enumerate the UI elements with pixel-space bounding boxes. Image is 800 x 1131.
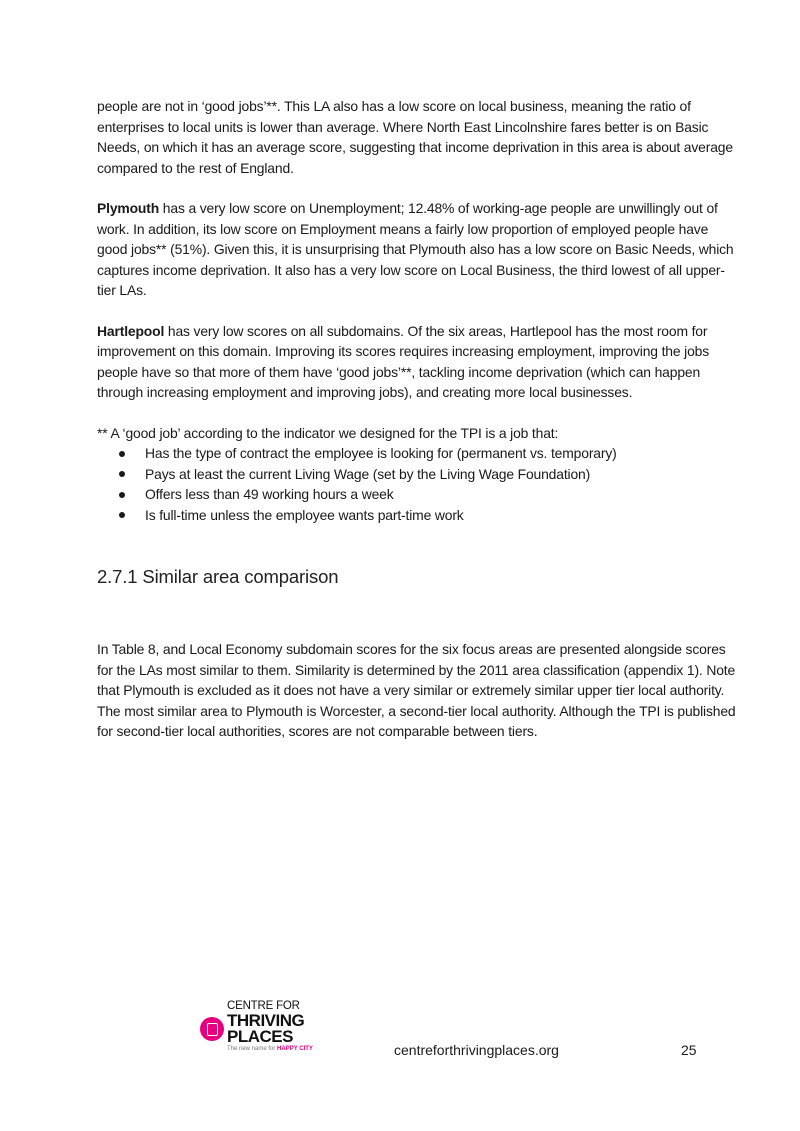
bullet-icon [119, 471, 125, 477]
bullet-icon [119, 492, 125, 498]
logo-line-1: CENTRE FOR [227, 1000, 300, 1012]
good-job-criteria-list [97, 443, 737, 525]
bullet-icon [119, 512, 125, 518]
hartlepool-paragraph [97, 321, 737, 403]
bullet-icon [119, 451, 125, 457]
good-job-note-intro: ** A ‘good job’ according to the indicator we designed for the TPI is a job that: [97, 424, 559, 441]
hartlepool-text: has very low scores on all subdomains. Of the six areas, Hartlepool has the most room for improvement on this domain. Improving its scores requires increasing employment, improving the jobs people have so that more of them have ‘good jobs’**, tackling income deprivation (which can happen through increasing employment and improving jobs), and creating more local businesses. [97, 322, 710, 400]
centre-for-thriving-places-logo [199, 1000, 329, 1056]
list-item: Has the type of contract the employee is looking for (permanent vs. temporary) [97, 443, 737, 464]
intro-paragraph: people are not in ‘good jobs’**. This LA also has a low score on local business, meaning the ratio of enterprises to local units is lower than average. Where North East Lincolnshire fares better is on Basic Needs, on which it has an average score, suggesting that income deprivation in this area is about average compared to the rest of England. [97, 98, 733, 176]
hartlepool-lead: Hartlepool [97, 322, 165, 339]
logo-tagline: The new name for HAPPY CITY [227, 1046, 313, 1052]
page-number: 25 [681, 1042, 697, 1058]
plymouth-lead: Plymouth [97, 200, 160, 216]
plymouth-text: has a very low score on Unemployment; 12.48% of working-age people are unwillingly out of work. In addition, its low score on Employment means a fairly low proportion of employed people have good jobs** (51%). Given this, it is unsurprising that Plymouth also has a low score on Basic Needs, which captures income deprivation. It also has a very low score on Local Business, the third lowest of all upper-tier LAs. [97, 200, 734, 298]
hand-icon [200, 1017, 224, 1041]
logo-line-3: PLACES [227, 1027, 293, 1046]
logo-line-2: THRIVING [227, 1011, 305, 1030]
footer-url: centreforthrivingplaces.org [394, 1042, 559, 1058]
list-item: Pays at least the current Living Wage (set by the Living Wage Foundation) [97, 464, 737, 485]
list-item: Is full-time unless the employee wants part-time work [97, 505, 737, 526]
plymouth-paragraph [97, 198, 737, 301]
document-body [97, 96, 737, 762]
list-item: Offers less than 49 working hours a week [97, 484, 737, 505]
section-heading: 2.7.1 Similar area comparison [97, 566, 339, 587]
comparison-paragraph: In Table 8, and Local Economy subdomain scores for the six focus areas are presented alongside scores for the LAs most similar to them. Similarity is determined by the 2011 area classification (appendix 1). Note that Plymouth is excluded as it does not have a very similar or extremely similar upper tier local authority. The most similar area to Plymouth is Worcester, a second-tier local authority. Although the TPI is published for second-tier local authorities, scores are not comparable between tiers. [97, 641, 736, 739]
